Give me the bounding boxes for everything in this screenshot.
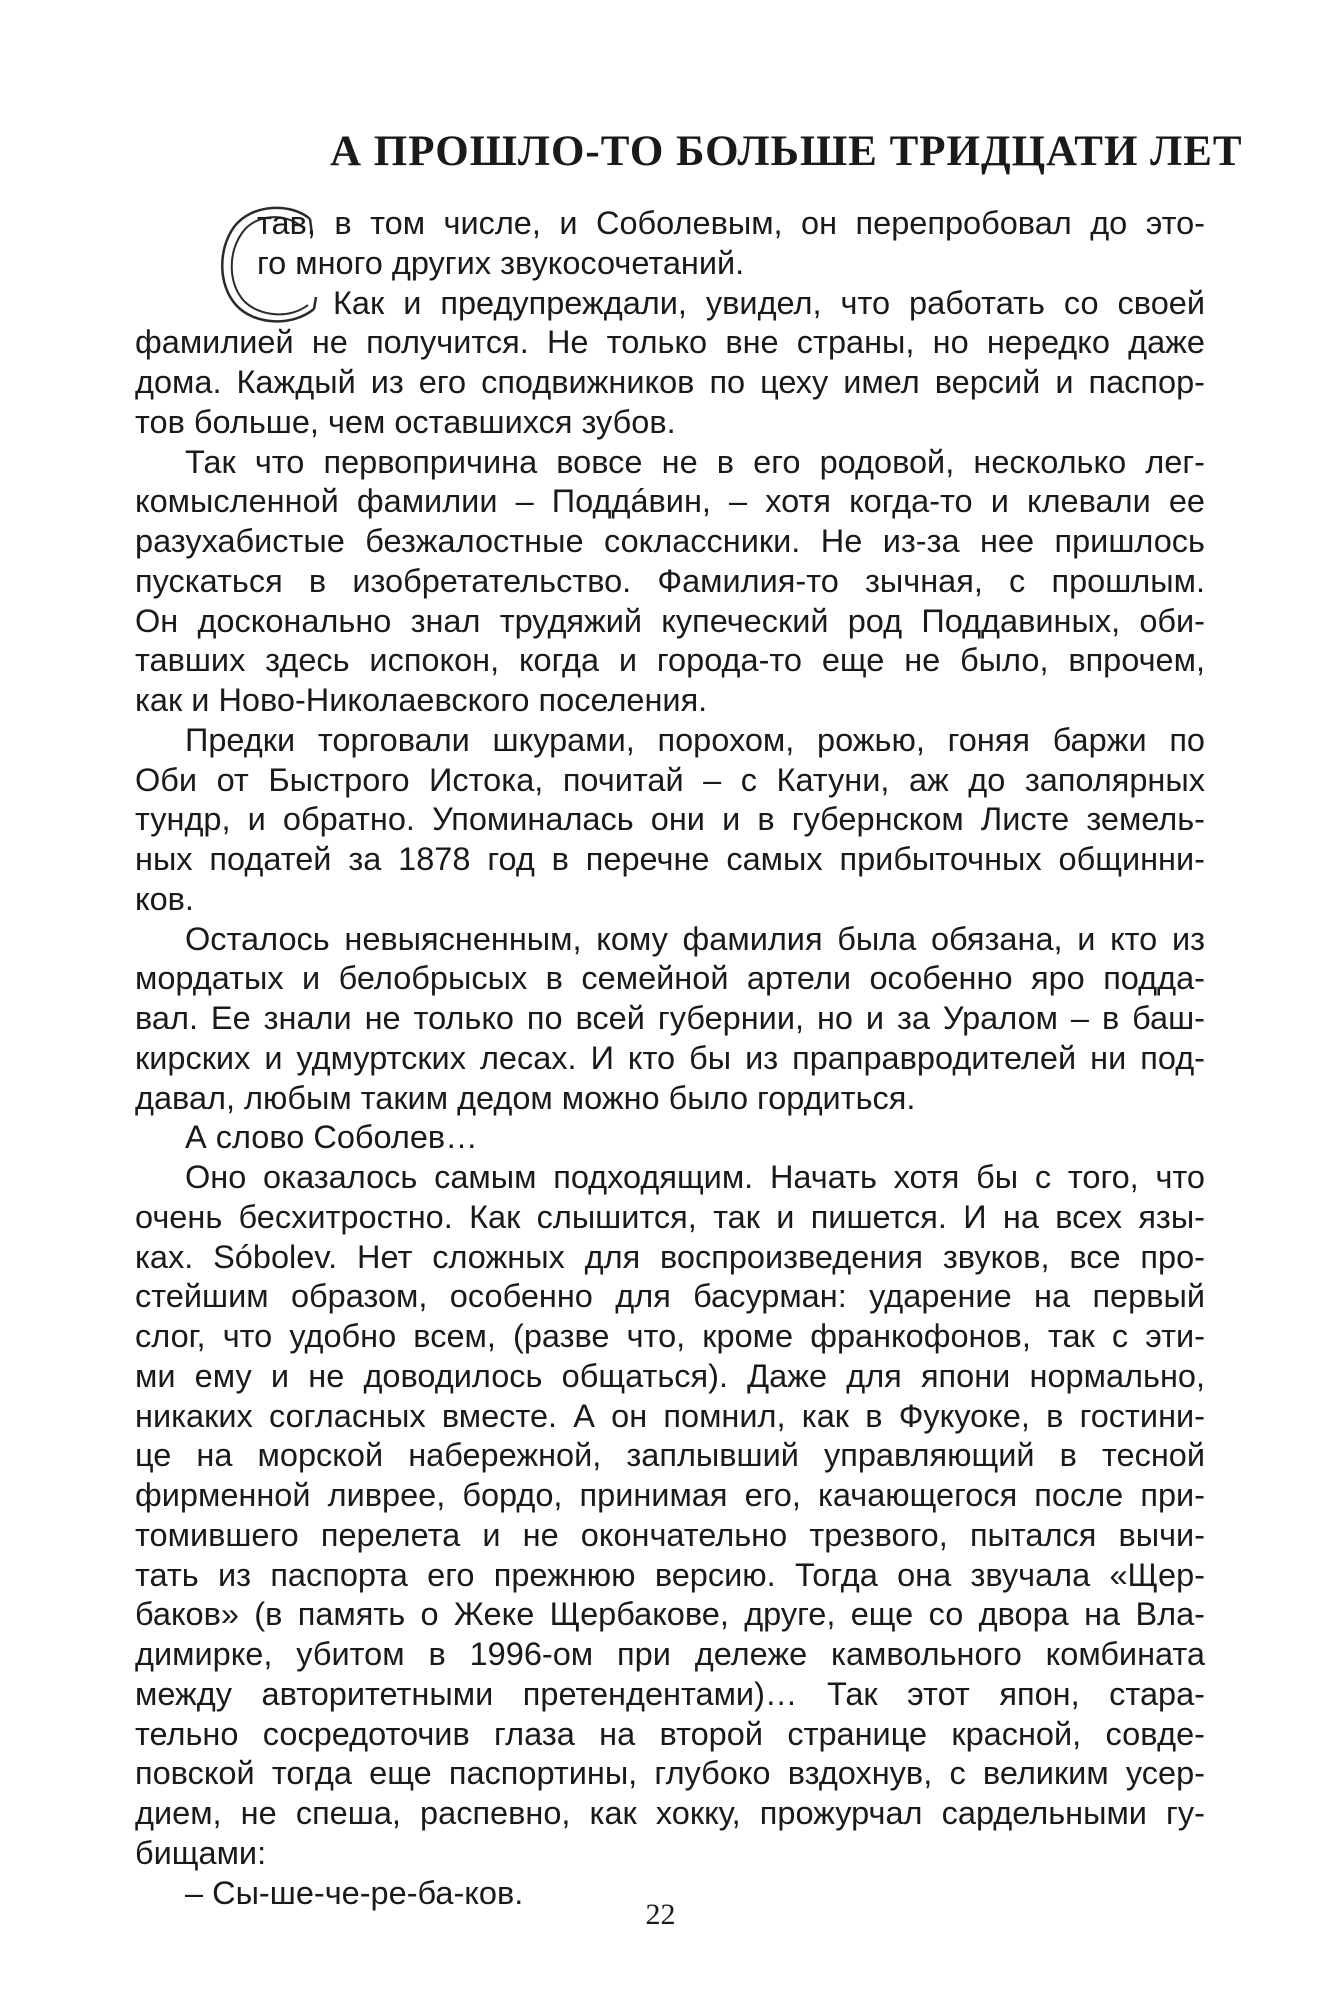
text-line: це на морской набережной, заплывший управляющий в тесной [135,1437,1205,1474]
text-line: комысленной фамилии – Поддáвин, – хотя когда-то и клевали ее [135,483,1205,520]
text-line: Так что первопричина вовсе не в его родовой, несколько лег- [185,443,1205,480]
text-line: тать из паспорта его прежнюю версию. Тогда она звучала «Щер- [135,1556,1205,1593]
text-line: тундр, и обратно. Упоминалась они и в губернском Листе земель- [135,801,1205,838]
text-line: Осталось невыясненным, кому фамилия была обязана, и кто из [185,920,1205,957]
text-line: ми ему и не доводилось общаться). Даже для япони нормально, [135,1357,1205,1394]
body-text [135,204,1205,1913]
text-line: между авторитетными претендентами)… Так этот япон, старa- [135,1675,1205,1712]
page-number: 22 [645,1898,676,1931]
text-line: Предки торговали шкурами, порохом, рожью, гоняя баржи по [185,721,1205,758]
text-line: кирских и удмуртских лесах. И кто бы из праправродителей ни под- [135,1039,1205,1076]
text-line: Оно оказалось самым подходящим. Начать хотя бы с того, что [185,1159,1205,1195]
text-line: давал, любым таким дедом можно было гордиться. [135,1079,916,1116]
text-line: слог, что удобно всем, (разве что, кроме франкофонов, так с эти- [135,1318,1205,1354]
text-line: пускаться в изобретательство. Фамилия-то зычная, с прошлым. [135,562,1205,599]
text-line: ных податей за 1878 год в перечне самых прибыточных общинни- [135,841,1205,877]
text-line: димирке, убитом в 1996-ом при дележе камвольного комбината [135,1636,1205,1672]
text-line: фамилией не получится. Не только вне страны, но нередко даже [135,324,1205,361]
text-line: тельно сосредоточив глаза на второй странице красной, совде- [135,1715,1205,1752]
text-line: никаких согласных вместе. А он помнил, как в Фукуоке, в гостини- [135,1397,1205,1434]
text-line: мордатых и белобрысых в семейной артели особенно яро подда- [135,960,1205,997]
text-line: дием, не спеша, распевно, как хокку, прожурчал сардельными гу- [135,1795,1205,1831]
text-line: ках. Sóbolev. Нет сложных для воспроизведения звуков, все про- [135,1238,1205,1275]
text-line: Как и предупреждали, увидел, что работать со своей [333,284,1205,321]
text-line: очень бесхитростно. Как слышится, так и пишется. И на всех язы- [135,1198,1205,1235]
text-line: го много других звукосочетаний. [257,244,745,281]
text-line: А слово Соболев… [185,1119,478,1156]
text-line: как и Ново-Николаевского поселения. [135,682,708,718]
text-line: бищами: [135,1834,267,1871]
text-line: тов больше, чем оставшихся зубов. [135,403,676,440]
text-line: Оби от Быстрого Истока, почитай – с Катуни, аж до заполярных [135,761,1205,798]
text-line: тавших здесь испокон, когда и города-то еще не было, впрочем, [135,642,1205,679]
text-line: фирменной ливрее, бордо, принимая его, качающегося после при- [135,1477,1205,1513]
text-line: ков. [135,880,194,917]
text-line: стейшим образом, особенно для басурман: ударение на первый [135,1278,1205,1315]
text-line: повской тогда еще паспортины, глубоко вздохнув, с великим усер- [135,1755,1205,1792]
text-line: вал. Ее знали не только по всей губернии, но и за Уралом – в баш- [135,1000,1205,1036]
chapter-title: А ПРОШЛО-ТО БОЛЬШЕ ТРИДЦАТИ ЛЕТ [330,128,1243,175]
text-line: Он досконально знал трудяжий купеческий род Поддавиных, оби- [135,602,1205,639]
text-line: разухабистые безжалостные соклассники. Не из-за нее пришлось [135,523,1205,559]
text-line: томившего перелета и не окончательно трезвого, пытался вычи- [135,1516,1205,1553]
text-line: баков» (в память о Жеке Щербакове, друге, еще со двора на Вла- [135,1596,1205,1633]
text-line: – Сы-ше-че-ре-ба-ков. [185,1874,524,1911]
text-line: дома. Каждый из его сподвижников по цеху имел версий и паспор- [135,364,1205,400]
text-line: тав, в том числе, и Соболевым, он перепробовал до это- [257,205,1205,241]
